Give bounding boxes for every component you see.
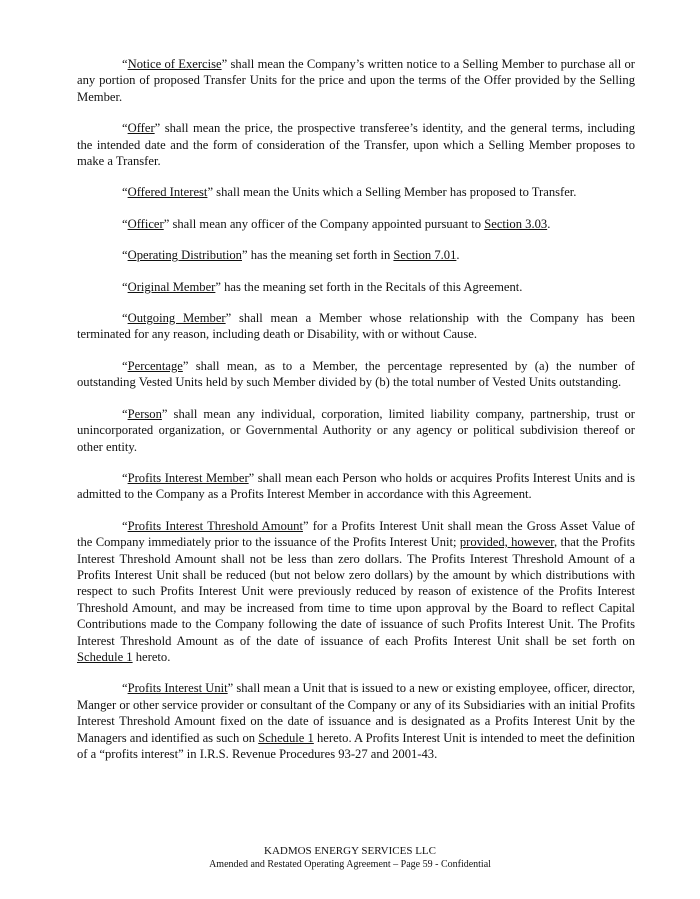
definition-text: for a Profits Interest Unit shall mean the Gross Asset Value of the Company immediately prior to the issuance of the Profits Interest Unit; [77, 518, 636, 550]
definition-person [77, 406, 635, 455]
defined-term: Outgoing Member [127, 311, 226, 326]
open-quote: “ [122, 358, 128, 373]
definition-offered-interest [77, 184, 635, 200]
definition-tail: hereto. A Profits Interest Unit is intended to meet the definition of a “profits interest” in I.R.S. Revenue Procedures 93-27 and 2001-43. [77, 730, 635, 761]
definition-notice-of-exercise [77, 56, 635, 105]
defined-term: Offered Interest [127, 185, 208, 200]
page-footer [0, 844, 700, 872]
definition-profits-interest-threshold-amount [77, 518, 635, 666]
definition-officer [77, 216, 635, 232]
definition-offer [77, 120, 635, 169]
definition-text: shall mean any officer of the Company appointed pursuant to [169, 216, 485, 231]
schedule-reference: Schedule 1 [258, 730, 314, 745]
definition-text: shall mean any individual, corporation, limited liability company, partnership, trust or unincorporated organization, or Governmental Authority or any agency or political subdivision thereof or other entity. [77, 406, 635, 454]
proviso-reference: provided, however [459, 535, 554, 550]
close-quote: ” [215, 279, 221, 294]
definition-tail-2: hereto. [132, 649, 171, 664]
section-reference: Section 3.03 [484, 216, 548, 231]
open-quote: “ [122, 279, 128, 294]
section-reference: Section 7.01 [393, 248, 457, 263]
open-quote: “ [122, 518, 128, 533]
close-quote: ” [163, 216, 170, 231]
open-quote: “ [122, 185, 128, 200]
definition-tail: . [456, 248, 460, 263]
close-quote: ” [248, 470, 255, 485]
definition-operating-distribution [77, 247, 635, 263]
defined-term: Profits Interest Threshold Amount [127, 518, 303, 533]
open-quote: “ [122, 470, 128, 485]
defined-term: Percentage [127, 358, 183, 373]
defined-term: Profits Interest Unit [127, 681, 228, 696]
close-quote: ” [241, 248, 248, 263]
definition-tail: . [547, 216, 551, 231]
definition-text: shall mean, as to a Member, the percentage represented by (a) the number of outstanding Vested Units held by such Member divided by (b) the total number of Vested Units outstanding. [77, 358, 635, 390]
definition-text: shall mean the price, the prospective transferee’s identity, and the general terms, including the intended date and the form of consideration of the Transfer, upon which a Selling Member proposes to make a Transfer. [77, 121, 635, 169]
open-quote: “ [122, 216, 128, 231]
defined-term: Notice of Exercise [127, 57, 222, 71]
open-quote: “ [122, 248, 128, 263]
close-quote: ” [225, 311, 232, 326]
definition-text: has the meaning set forth in [247, 248, 394, 263]
close-quote: ” [207, 185, 214, 200]
definition-text: shall mean the Company’s written notice to a Selling Member to purchase all or any portion of proposed Transfer Units for the price and upon the terms of the Offer provided by the Selling Member. [77, 57, 635, 104]
schedule-reference: Schedule 1 [77, 649, 133, 664]
definition-text: shall mean a Unit that is issued to a new or existing employee, officer, director, Manger or other service provider or consultant of the Company or any of its Subsidiaries with an initial Profits Interest Threshold Amount fixed on the date of issuance and is designated as a Profits Interest Unit by the Managers and identified as such on [77, 681, 635, 745]
footer-page-info: Amended and Restated Operating Agreement – Page 59 - Confidential [209, 859, 491, 870]
open-quote: “ [122, 681, 128, 696]
defined-term: Officer [127, 216, 164, 231]
definition-profits-interest-unit [77, 680, 635, 762]
close-quote: ” [221, 57, 228, 71]
definition-text: has the meaning set forth in the Recitals of this Agreement. [220, 279, 523, 294]
defined-term: Offer [127, 121, 155, 136]
definition-text: shall mean the Units which a Selling Member has proposed to Transfer. [213, 185, 577, 200]
close-quote: ” [302, 518, 309, 533]
footer-company-name: KADMOS ENERGY SERVICES LLC [264, 845, 436, 857]
defined-term: Operating Distribution [127, 248, 242, 263]
open-quote: “ [122, 311, 128, 326]
close-quote: ” [154, 121, 161, 136]
document-body [77, 56, 635, 777]
definition-percentage [77, 358, 635, 391]
close-quote: ” [161, 406, 168, 421]
open-quote: “ [122, 57, 128, 71]
definition-outgoing-member [77, 310, 635, 343]
close-quote: ” [182, 358, 189, 373]
close-quote: ” [227, 681, 234, 696]
open-quote: “ [122, 406, 128, 421]
defined-term: Person [127, 406, 162, 421]
open-quote: “ [122, 121, 128, 136]
defined-term: Profits Interest Member [127, 470, 249, 485]
definition-profits-interest-member [77, 470, 635, 503]
definition-tail: , that the Profits Interest Threshold Amount shall not be less than zero dollars. The Profits Interest Threshold Amount of a Profits Interest Unit shall be reduced (but not below zero dollars) by the amount by which distributions with respect to such Profits Interest Unit were previously reduced by reason of existence of the Profits Interest Threshold Amount, and may be increased from time to time upon approval by the Board to reflect Capital Contributions made to the Company following the date of issuance of such Profits Interest Unit. The Profits Interest Threshold Amount as of the date of issuance of each Profits Interest Unit shall be set forth on [77, 535, 636, 648]
definition-text: shall mean a Member whose relationship with the Company has been terminated for any reason, including death or Disability, with or without Cause. [77, 311, 636, 342]
definition-text: shall mean each Person who holds or acquires Profits Interest Units and is admitted to the Company as a Profits Interest Member in accordance with this Agreement. [77, 470, 635, 502]
definition-original-member [77, 279, 635, 295]
defined-term: Original Member [127, 279, 216, 294]
